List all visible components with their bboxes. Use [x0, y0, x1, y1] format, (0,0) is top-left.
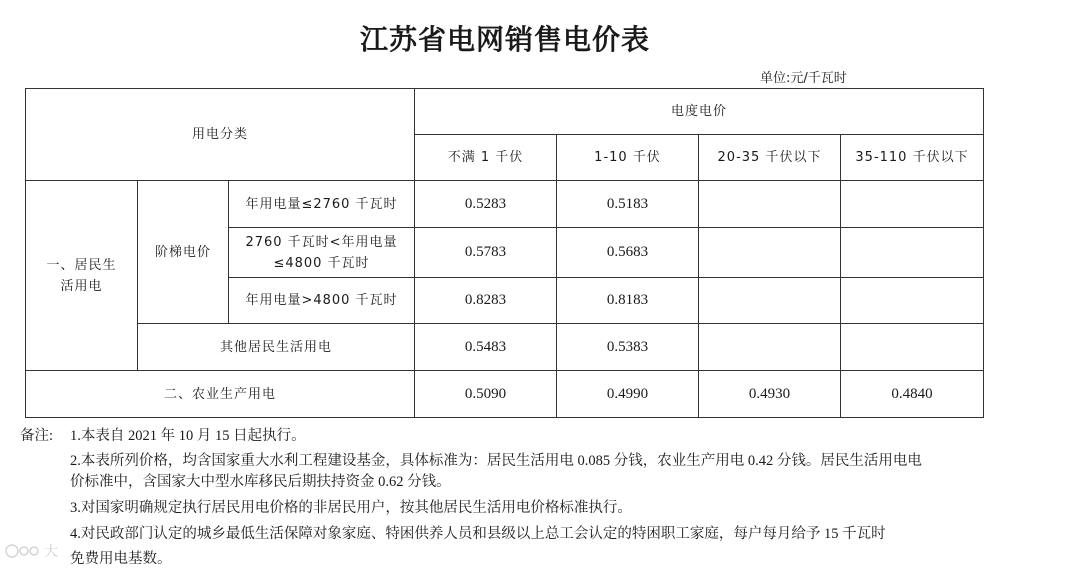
- note-2: 2.本表所列价格，均含国家重大水利工程建设基金，具体标准为：居民生活用电 0.085 分钱，农业生产用电 0.42 分钱。居民生活用电电: [70, 453, 922, 469]
- tier-3-price-1: 0.8283: [415, 278, 557, 324]
- notes-prefix: 备注:: [20, 428, 54, 444]
- voltage-level-3: 20-35 千伏以下: [699, 135, 841, 181]
- price-table: [25, 88, 984, 418]
- agriculture-label: 二、农业生产用电: [26, 371, 415, 418]
- tier-3-price-2: 0.8183: [557, 278, 699, 324]
- tier-3-label: 年用电量>4800 千瓦时: [229, 278, 415, 324]
- tier-2-label: 2760 千瓦时<年用电量≤4800 千瓦时: [229, 228, 415, 278]
- tier-1-price-4: [841, 181, 984, 228]
- tier-2-price-4: [841, 228, 984, 278]
- watermark: [4, 541, 58, 561]
- tier-3-price-3: [699, 278, 841, 324]
- agriculture-price-4: 0.4840: [841, 371, 984, 418]
- note-4-cont: 免费用电基数。: [70, 551, 172, 567]
- note-3: 3.对国家明确规定执行居民用电价格的非居民用户，按其他居民生活用电价格标准执行。: [70, 500, 632, 516]
- note-2-cont: 价标准中，含国家大中型水库移民后期扶持资金 0.62 分钱。: [70, 474, 451, 490]
- header-category: 用电分类: [26, 89, 415, 181]
- other-residential-price-1: 0.5483: [415, 324, 557, 371]
- voltage-level-1: 不满 1 千伏: [415, 135, 557, 181]
- tier-2-price-1: 0.5783: [415, 228, 557, 278]
- residential-label: 一、居民生活用电: [26, 181, 138, 371]
- note-4: 4.对民政部门认定的城乡最低生活保障对象家庭、特困供养人员和县级以上总工会认定的特困职工家庭，每户每月给予 15 千瓦时: [70, 526, 886, 542]
- voltage-level-4: 35-110 千伏以下: [841, 135, 984, 181]
- agriculture-price-2: 0.4990: [557, 371, 699, 418]
- note-1: 1.本表自 2021 年 10 月 15 日起执行。: [70, 428, 306, 444]
- watermark-logo-icon: [4, 541, 44, 561]
- page-title: 江苏省电网销售电价表: [359, 23, 650, 56]
- other-residential-price-2: 0.5383: [557, 324, 699, 371]
- tier-1-label: 年用电量≤2760 千瓦时: [229, 181, 415, 228]
- other-residential-price-4: [841, 324, 984, 371]
- tier-1-price-2: 0.5183: [557, 181, 699, 228]
- agriculture-price-1: 0.5090: [415, 371, 557, 418]
- voltage-level-2: 1-10 千伏: [557, 135, 699, 181]
- tier-1-price-3: [699, 181, 841, 228]
- other-residential-price-3: [699, 324, 841, 371]
- agriculture-price-3: 0.4930: [699, 371, 841, 418]
- header-voltage: 电度电价: [415, 89, 984, 135]
- other-residential-label: 其他居民生活用电: [138, 324, 415, 371]
- unit-label: 单位:元/千瓦时: [760, 71, 847, 86]
- tier-1-price-1: 0.5283: [415, 181, 557, 228]
- tiered-label: 阶梯电价: [138, 181, 229, 324]
- tier-2-price-3: [699, 228, 841, 278]
- tier-2-price-2: 0.5683: [557, 228, 699, 278]
- tier-3-price-4: [841, 278, 984, 324]
- watermark-text: 大: [44, 544, 58, 560]
